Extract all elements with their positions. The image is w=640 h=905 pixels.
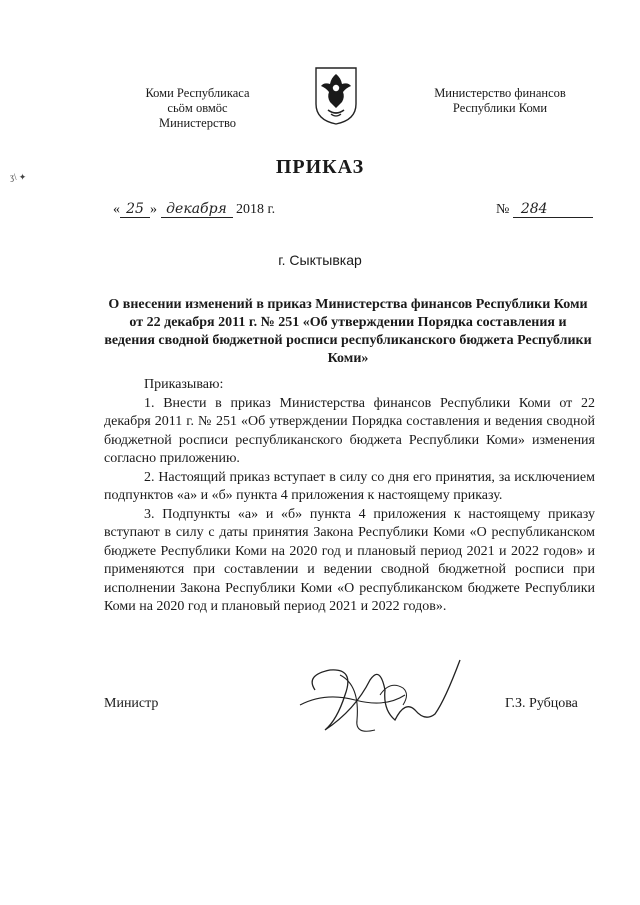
coat-of-arms-icon — [314, 64, 358, 126]
order-item-2: 2. Настоящий приказ вступает в силу со дня его принятия, за исключением подпунктов «а» и «б» пункта 4 приложения к настоящему приказу. — [104, 469, 595, 503]
header-right-ministry — [420, 86, 580, 116]
header-right-line: Республики Коми — [452, 101, 548, 115]
document-body — [104, 376, 595, 617]
date-close-quote: » — [150, 202, 157, 217]
signer-title: Министр — [104, 696, 159, 711]
document-title: ПРИКАЗ — [275, 156, 365, 178]
order-item-1: 1. Внести в приказ Министерства финансов Республики Коми от 22 декабря 2011 г. № 251 «Об утверждении Порядка составления и ведения сводной бюджетной росписи республиканского бюджета Республики Коми» изменения согласно приложению. — [104, 395, 595, 466]
header-left-line: сьӧм овмӧс — [167, 101, 228, 115]
number-prefix: № — [496, 202, 510, 217]
order-item-3: 3. Подпункты «а» и «б» пункта 4 приложения к настоящему приказу вступают в силу с даты принятия Закона Республики Коми «О республиканском бюджете Республики Коми на 2020 год и плановый период 2021 и 2022 годов» и применяются при составлении и ведении сводной бюджетной росписи при исполнении Закона Республики Коми «О республиканском бюджете Республики Коми на 2020 год и плановый период 2021 и 2022 годов». — [104, 506, 595, 614]
order-word: Приказываю: — [144, 377, 224, 392]
date-month: декабря — [161, 201, 233, 218]
number-value: 284 — [513, 201, 593, 218]
document-number — [496, 201, 593, 218]
date-open-quote: « — [113, 202, 120, 217]
header-left-line: Министерство — [158, 116, 237, 130]
handwritten-signature — [285, 650, 475, 745]
signer-name: Г.З. Рубцова — [505, 696, 578, 711]
header-right-line: Министерство финансов — [434, 86, 566, 100]
header-left-line: Коми Республикаса — [145, 86, 250, 100]
document-subject: О внесении изменений в приказ Министерства финансов Республики Коми от 22 декабря 2011 г. № 251 «Об утверждении Порядка составления и ведения сводной бюджетной росписи республиканского бюджета Республики Коми» — [104, 297, 592, 366]
city-line: г. Сыктывкар — [278, 252, 362, 268]
document-date — [113, 201, 275, 218]
margin-mark: ʒ\ ✦ — [10, 172, 27, 182]
header-left-komi — [130, 86, 265, 131]
date-year: 2018 г. — [236, 202, 276, 217]
date-day: 25 — [120, 201, 150, 218]
